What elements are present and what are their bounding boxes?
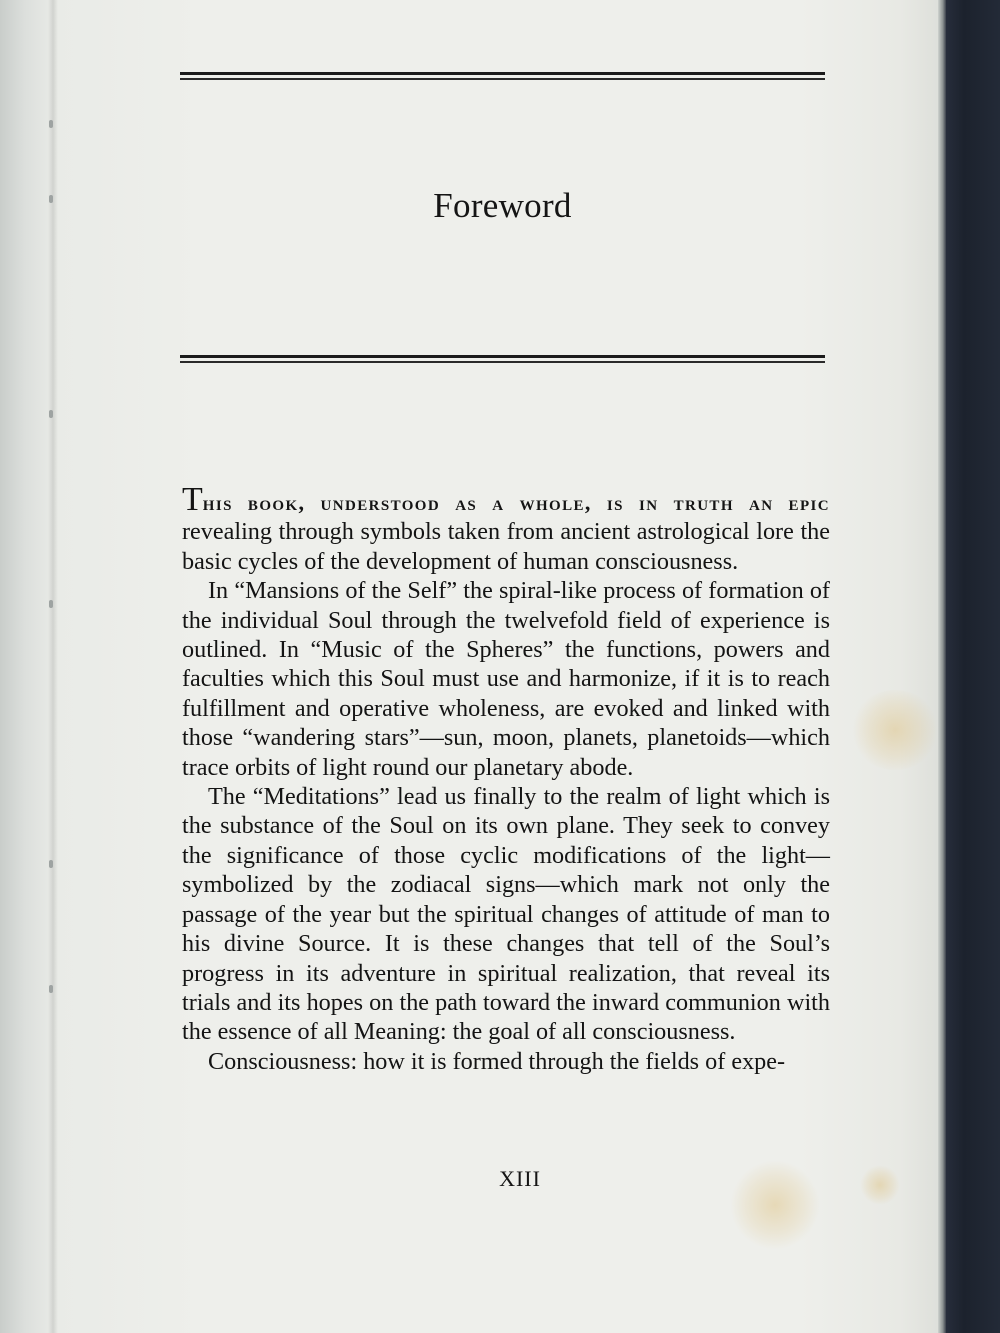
drop-cap: T — [182, 481, 203, 518]
paragraph: The “Meditations” lead us finally to the realm of light which is the substance of the Soul on its own plane. They seek to convey the significance of those cyclic modifications of the light—symbolized by the zodiacal signs—which mark not only the passage of the year but the spiritual changes of attitude of man to his divine Source. It is these changes that tell of the Soul’s progress in its adventure in spiritual realization, that reveal its trials and its hopes on the path toward the inward communion with the essence of all Meaning: the goal of all consciousness. — [182, 783, 830, 1046]
top-rule — [180, 72, 825, 80]
page-number: XIII — [499, 1166, 541, 1191]
binding-stitch — [49, 120, 53, 128]
binding-stitch — [49, 410, 53, 418]
page-title: Foreword — [433, 186, 572, 225]
page-edge — [938, 0, 946, 1333]
paragraph: Consciousness: how it is formed through the fields of expe- — [208, 1047, 786, 1075]
header-bottom-rule — [180, 355, 825, 363]
opening-text: revealing through symbols taken from ancient astrological lore the basic cycles of the development of human consciousness. — [182, 518, 830, 575]
foxing-stain — [850, 690, 940, 770]
body-text — [182, 481, 830, 1076]
small-caps-lead: his book, understood as a whole, is in truth an epic — [202, 490, 830, 515]
book-cover — [940, 0, 1000, 1333]
binding-stitch — [49, 985, 53, 993]
opening-paragraph — [182, 481, 830, 576]
foxing-stain — [860, 1165, 900, 1205]
binding-stitch — [49, 860, 53, 868]
binding-stitch — [49, 600, 53, 608]
paragraph: In “Mansions of the Self” the spiral-like process of formation of the individual Soul through the twelvefold field of experience is outlined. In “Music of the Spheres” the functions, powers and faculties which this Soul must use and harmonize, if it is to reach fulfillment and operative wholeness, are evoked and linked with those “wandering stars”—sun, moon, planets, planetoids—which trace orbits of light round our planetary abode. — [182, 577, 830, 781]
binding-stitch — [49, 195, 53, 203]
